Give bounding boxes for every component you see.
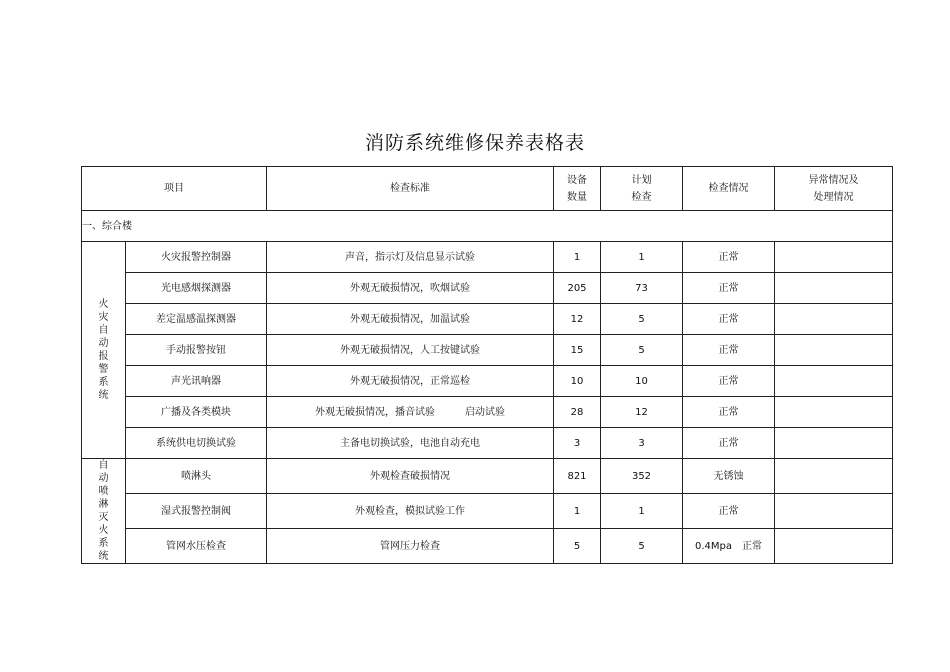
quantity-cell: 1 xyxy=(554,494,601,529)
plan-cell: 352 xyxy=(601,459,683,494)
status-cell: 正常 xyxy=(683,242,775,273)
status-cell: 正常 xyxy=(683,366,775,397)
plan-cell: 1 xyxy=(601,494,683,529)
status-cell: 无锈蚀 xyxy=(683,459,775,494)
item-cell: 系统供电切换试验 xyxy=(126,428,267,459)
item-cell: 管网水压检查 xyxy=(126,529,267,564)
plan-cell: 3 xyxy=(601,428,683,459)
standard-cell: 外观无破损情况，播音试验 启动试验 xyxy=(267,397,554,428)
standard-cell: 外观无破损情况，人工按键试验 xyxy=(267,335,554,366)
status-cell: 正常 xyxy=(683,335,775,366)
status-cell: 0.4Mpa 正常 xyxy=(683,529,775,564)
page-title: 消防系统维修保养表格表 xyxy=(364,132,585,154)
plan-cell: 1 xyxy=(601,242,683,273)
group-label-char: 喷 xyxy=(98,486,109,497)
quantity-cell: 28 xyxy=(554,397,601,428)
maintenance-table xyxy=(81,166,893,564)
header-abnormal-line2: 处理情况 xyxy=(813,191,854,203)
section-row xyxy=(82,211,893,242)
plan-cell: 73 xyxy=(601,273,683,304)
group-label-char: 统 xyxy=(98,551,109,562)
table-row xyxy=(82,304,893,335)
group-label-char: 淋 xyxy=(98,499,109,510)
quantity-cell: 205 xyxy=(554,273,601,304)
plan-cell: 5 xyxy=(601,304,683,335)
status-cell: 正常 xyxy=(683,397,775,428)
note-cell xyxy=(775,397,893,428)
group-label-char: 火 xyxy=(98,299,109,310)
status-cell: 正常 xyxy=(683,494,775,529)
group-label-char: 火 xyxy=(98,525,109,536)
note-cell xyxy=(775,366,893,397)
quantity-cell: 15 xyxy=(554,335,601,366)
header-plan-line2: 检查 xyxy=(631,191,652,203)
table-row xyxy=(82,366,893,397)
quantity-cell: 1 xyxy=(554,242,601,273)
table-row xyxy=(82,529,893,564)
item-cell: 手动报警按钮 xyxy=(126,335,267,366)
section-title: 一、综合楼 xyxy=(82,211,893,242)
standard-cell: 外观无破损情况，吹烟试验 xyxy=(267,273,554,304)
standard-cell: 外观无破损情况，正常巡检 xyxy=(267,366,554,397)
item-cell: 广播及各类模块 xyxy=(126,397,267,428)
standard-cell: 管网压力检查 xyxy=(267,529,554,564)
header-status: 检查情况 xyxy=(683,167,775,211)
item-cell: 声光讯响器 xyxy=(126,366,267,397)
table-row xyxy=(82,494,893,529)
quantity-cell: 821 xyxy=(554,459,601,494)
standard-cell: 声音，指示灯及信息显示试验 xyxy=(267,242,554,273)
quantity-cell: 10 xyxy=(554,366,601,397)
plan-cell: 10 xyxy=(601,366,683,397)
plan-cell: 5 xyxy=(601,529,683,564)
quantity-cell: 3 xyxy=(554,428,601,459)
header-plan-line1: 计划 xyxy=(631,174,652,186)
standard-cell: 外观无破损情况，加温试验 xyxy=(267,304,554,335)
group-label-char: 系 xyxy=(98,377,109,388)
note-cell xyxy=(775,459,893,494)
table-row xyxy=(82,242,893,273)
group-label-char: 警 xyxy=(98,364,109,375)
header-quantity-line1: 设备 xyxy=(567,174,587,186)
table-row xyxy=(82,428,893,459)
note-cell xyxy=(775,428,893,459)
group-label-char: 统 xyxy=(98,390,109,401)
group-label-char: 动 xyxy=(98,338,109,349)
note-cell xyxy=(775,273,893,304)
header-plan xyxy=(601,167,683,211)
status-cell: 正常 xyxy=(683,273,775,304)
header-item: 项目 xyxy=(82,167,267,211)
item-cell: 火灾报警控制器 xyxy=(126,242,267,273)
status-cell: 正常 xyxy=(683,304,775,335)
group-label-char: 灭 xyxy=(98,512,109,523)
standard-cell: 外观检查破损情况 xyxy=(267,459,554,494)
header-row xyxy=(82,167,893,211)
group-label-char: 动 xyxy=(98,473,109,484)
note-cell xyxy=(775,335,893,366)
item-cell: 光电感烟探测器 xyxy=(126,273,267,304)
note-cell xyxy=(775,529,893,564)
status-cell: 正常 xyxy=(683,428,775,459)
quantity-cell: 5 xyxy=(554,529,601,564)
table-row xyxy=(82,273,893,304)
plan-cell: 12 xyxy=(601,397,683,428)
note-cell xyxy=(775,304,893,335)
standard-cell: 主备电切换试验，电池自动充电 xyxy=(267,428,554,459)
header-abnormal xyxy=(775,167,893,211)
group-label-char: 自 xyxy=(98,325,109,336)
header-quantity xyxy=(554,167,601,211)
item-cell: 湿式报警控制阀 xyxy=(126,494,267,529)
group-label-char: 报 xyxy=(98,351,109,362)
group-label xyxy=(82,242,126,459)
group-label-char: 自 xyxy=(98,460,109,471)
table-row xyxy=(82,335,893,366)
item-cell: 喷淋头 xyxy=(126,459,267,494)
table-row xyxy=(82,459,893,494)
item-cell: 差定温感温探测器 xyxy=(126,304,267,335)
standard-cell: 外观检查，模拟试验工作 xyxy=(267,494,554,529)
group-label-char: 系 xyxy=(98,538,109,549)
group-label xyxy=(82,459,126,564)
header-abnormal-line1: 异常情况及 xyxy=(808,174,859,186)
note-cell xyxy=(775,494,893,529)
group-label-char: 灾 xyxy=(98,312,109,323)
header-quantity-line2: 数量 xyxy=(567,191,587,203)
quantity-cell: 12 xyxy=(554,304,601,335)
table-row xyxy=(82,397,893,428)
note-cell xyxy=(775,242,893,273)
plan-cell: 5 xyxy=(601,335,683,366)
header-standard: 检查标准 xyxy=(267,167,554,211)
